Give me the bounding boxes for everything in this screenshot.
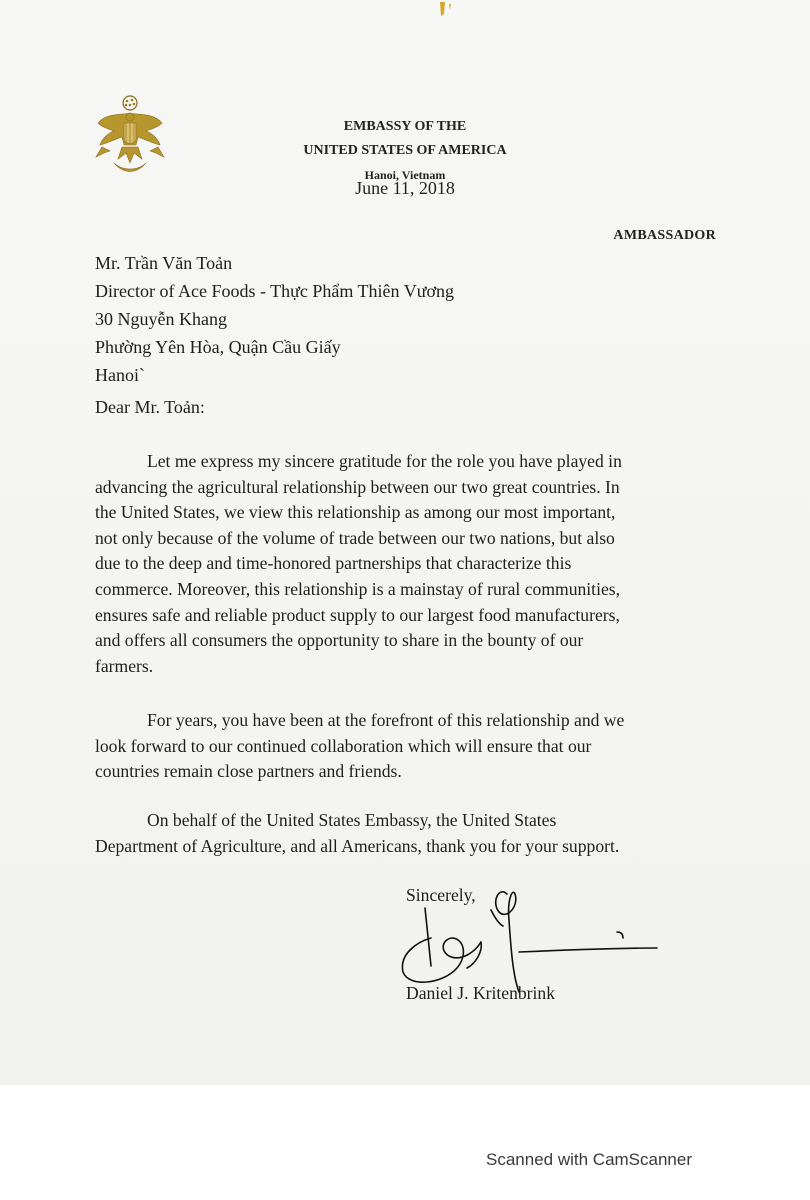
paragraph-line: not only because of the volume of trade between our two nations, but also <box>95 527 615 548</box>
recipient-line: Mr. Trần Văn Toản <box>95 253 233 273</box>
paragraph-line: the United States, we view this relationship as among our most important, <box>95 502 616 523</box>
camscanner-watermark: Scanned with CamScanner <box>486 1150 693 1169</box>
paragraph-line: For years, you have been at the forefront of this relationship and we <box>147 710 625 730</box>
recipient-line: Hanoi` <box>95 365 145 385</box>
salutation: Dear Mr. Toản: <box>95 397 205 417</box>
paragraph-line: and offers all consumers the opportunity to share in the bounty of our <box>95 630 584 651</box>
eagle-seal-icon <box>92 93 168 179</box>
paragraph-line: ensures safe and reliable product supply to our largest food manufacturers, <box>95 604 620 625</box>
paragraph-line: commerce. Moreover, this relationship is a mainstay of rural communities, <box>95 578 621 599</box>
embassy-header-line1: EMBASSY OF THE <box>343 119 467 134</box>
paragraph-line: farmers. <box>95 655 154 676</box>
paragraph-line: Department of Agriculture, and all Americans, thank you for your support. <box>95 835 620 856</box>
scan-mark-icon <box>437 0 455 22</box>
embassy-location: Hanoi, Vietnam <box>364 168 446 182</box>
handwritten-signature <box>395 880 665 1010</box>
body-paragraph-2 <box>95 708 715 785</box>
paragraph-line: countries remain close partners and friends. <box>95 761 402 782</box>
signer-name: Daniel J. Kritenbrink <box>406 983 556 1003</box>
recipient-line: 30 Nguyễn Khang <box>95 309 227 329</box>
body-paragraph-1 <box>95 449 715 679</box>
paragraph-line: due to the deep and time-honored partnerships that characterize this <box>95 553 572 574</box>
body-paragraph-3 <box>95 808 715 859</box>
recipient-address <box>95 249 454 389</box>
recipient-line: Phường Yên Hòa, Quận Cầu Giấy <box>95 337 341 357</box>
paragraph-line: advancing the agricultural relationship between our two great countries. In <box>95 476 620 497</box>
embassy-header-line2: UNITED STATES OF AMERICA <box>303 143 507 158</box>
recipient-line: Director of Ace Foods - Thực Phẩm Thiên Vương <box>95 281 454 301</box>
scan-footer <box>0 1085 810 1200</box>
letter-date: June 11, 2018 <box>355 178 455 198</box>
paragraph-line: On behalf of the United States Embassy, the United States <box>147 810 557 830</box>
ambassador-title: AMBASSADOR <box>613 228 716 243</box>
closing: Sincerely, <box>406 885 476 905</box>
paragraph-line: Let me express my sincere gratitude for the role you have played in <box>147 451 622 471</box>
paragraph-line: look forward to our continued collaboration which will ensure that our <box>95 735 592 756</box>
